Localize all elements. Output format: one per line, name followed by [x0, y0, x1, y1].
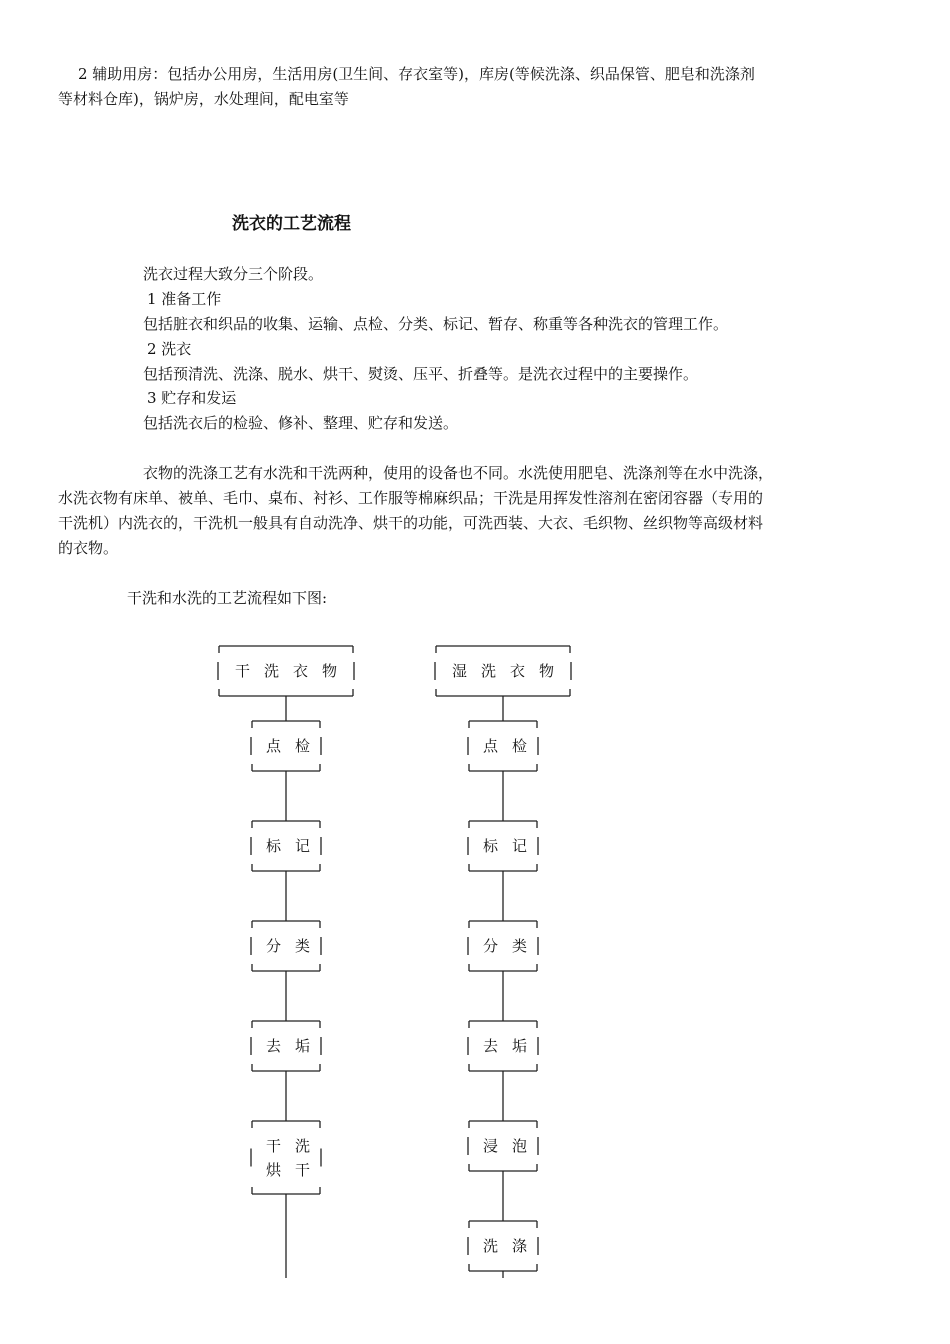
wet-step-label: 去垢 — [483, 1037, 542, 1055]
wet-step-label: 分类 — [483, 937, 542, 955]
stage-2-desc: 包括预清洗、洗涤、脱水、烘干、熨烫、压平、折叠等。是洗衣过程中的主要操作。 — [143, 365, 699, 383]
wet-step-label: 点检 — [483, 737, 542, 755]
stage-2-heading: 2 洗衣 — [147, 340, 192, 358]
dry-step-label: 标记 — [266, 837, 325, 855]
dry-step-label: 点检 — [266, 737, 325, 755]
dry-step-label: 去垢 — [266, 1037, 325, 1055]
stage-3-desc: 包括洗衣后的检验、修补、整理、贮存和发送。 — [143, 414, 459, 432]
wet-step-label: 浸泡 — [483, 1137, 542, 1155]
stage-1-heading: 1 准备工作 — [147, 290, 222, 308]
wet-step-label: 标记 — [483, 837, 542, 855]
wet-step-label: 洗涤 — [483, 1237, 542, 1255]
para-line-2: 水洗衣物有床单、被单、毛巾、桌布、衬衫、工作服等棉麻织品；干洗是用挥发性溶剂在密闭容器（专用的 — [58, 489, 764, 507]
stage-3-heading: 3 贮存和发运 — [147, 389, 237, 407]
dry-step-label: 干洗衣物 — [234, 662, 351, 680]
section-title: 洗衣的工艺流程 — [232, 214, 351, 234]
dry-step-label: 干洗 烘干 — [266, 1136, 325, 1179]
para-line-4: 的衣物。 — [58, 539, 119, 557]
lead-text: 洗衣过程大致分三个阶段。 — [143, 265, 324, 283]
flow-caption: 干洗和水洗的工艺流程如下图: — [127, 589, 328, 607]
wet-step-label: 湿洗衣物 — [451, 662, 568, 680]
stage-1-desc: 包括脏衣和织品的收集、运输、点检、分类、标记、暂存、称重等各种洗衣的管理工作。 — [143, 315, 729, 333]
para-line-1: 衣物的洗涤工艺有水洗和干洗两种，使用的设备也不同。水洗使用肥皂、洗涤剂等在水中洗涤， — [143, 464, 774, 482]
intro-line-2: 等材料仓库)，锅炉房，水处理间，配电室等 — [58, 90, 349, 108]
dry-step-label: 分类 — [266, 937, 325, 955]
para-line-3: 干洗机）内洗衣的，干洗机一般具有自动洗净、烘干的功能，可洗西装、大衣、毛织物、丝织物等高级材料 — [58, 514, 764, 532]
intro-line-1: 2 辅助用房：包括办公用房，生活用房(卫生间、存衣室等)，库房(等候洗涤、织品保管、肥皂和洗涤剂 — [78, 65, 755, 83]
